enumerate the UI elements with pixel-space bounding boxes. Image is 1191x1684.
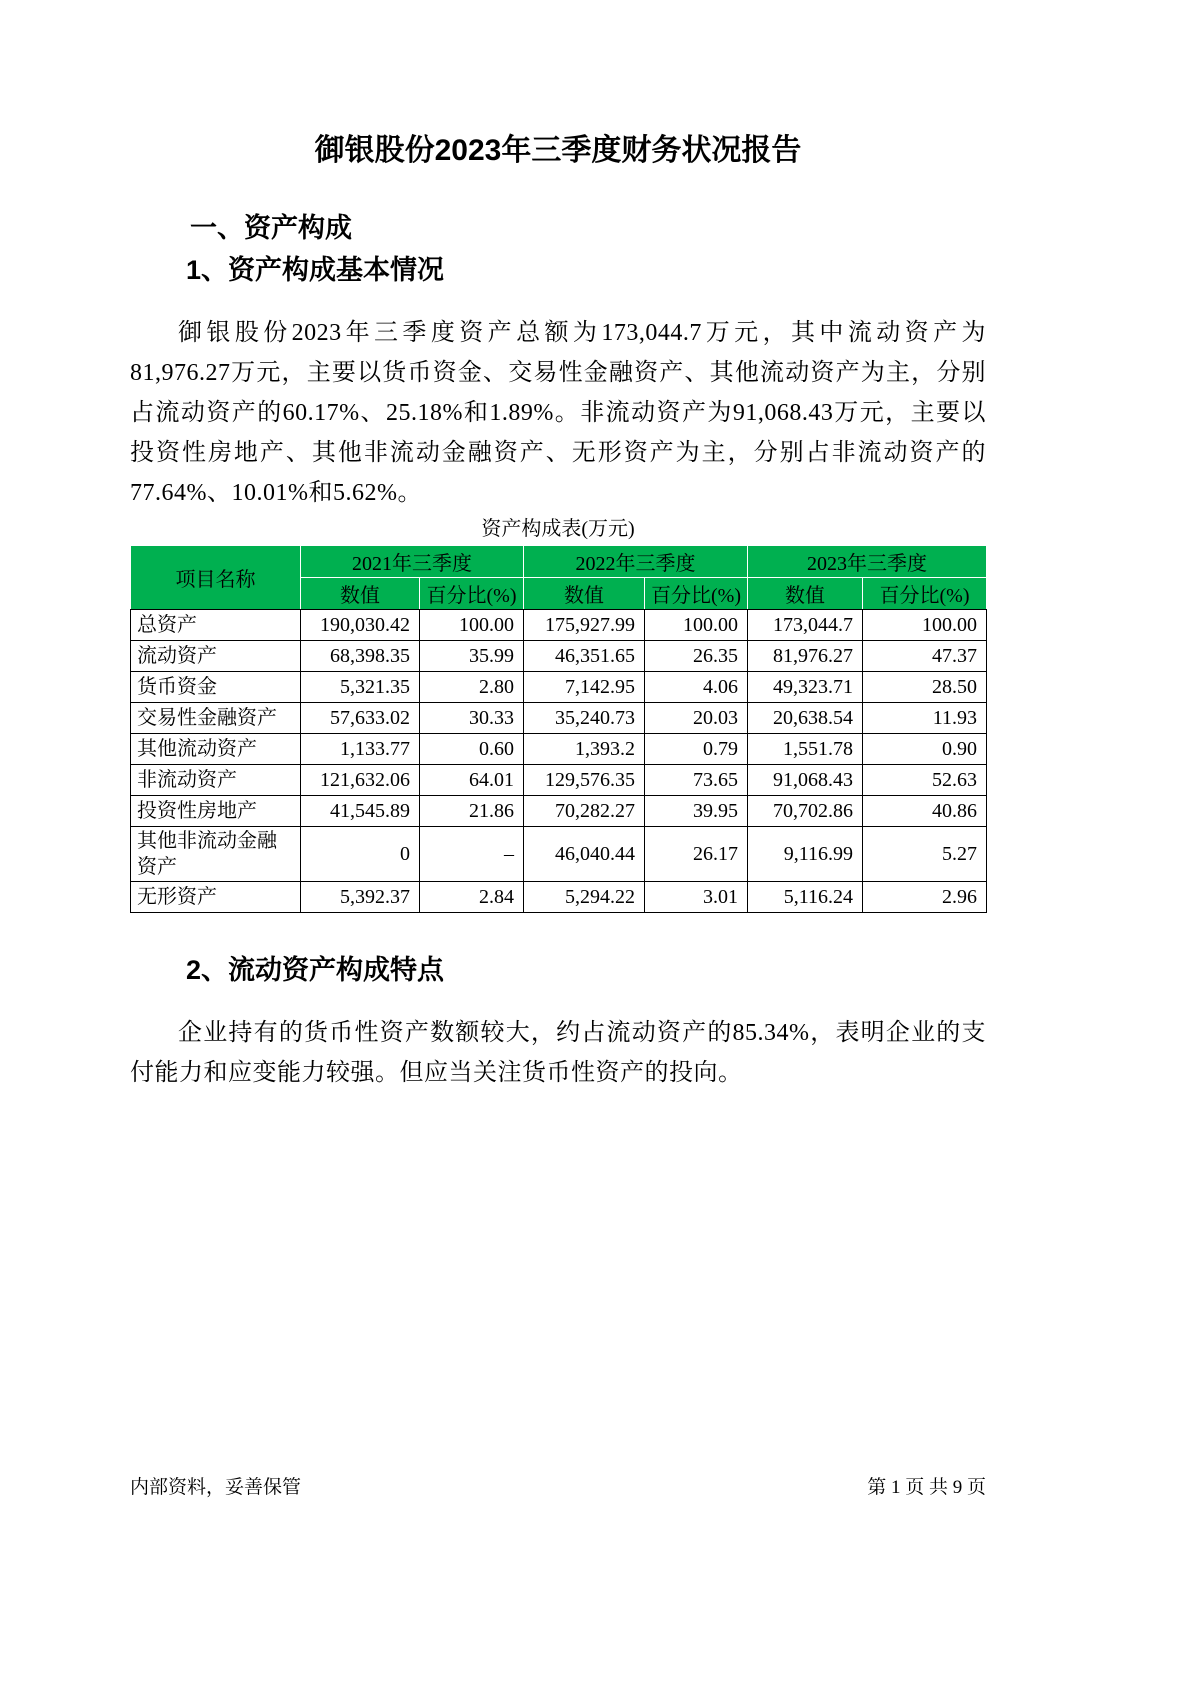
paragraph-asset-overview: 御银股份2023年三季度资产总额为173,044.7万元，其中流动资产为81,976.27万元，主要以货币资金、交易性金融资产、其他流动资产为主，分别占流动资产的60.17%、25.18%和1.89%。非流动资产为91,068.43万元，主要以投资性房地产、其他非流动金融资产、无形资产为主，分别占非流动资产的77.64%、10.01%和5.62%。 [130, 320, 986, 506]
cell-value: 40.86 [863, 796, 987, 827]
cell-value: 129,576.35 [524, 765, 645, 796]
asset-composition-table [130, 545, 987, 913]
cell-value: 5,321.35 [301, 672, 420, 703]
cell-value: 9,116.99 [748, 827, 863, 882]
cell-value: 5,116.24 [748, 882, 863, 913]
cell-value: 0.79 [645, 734, 748, 765]
subheader-value-2022: 数值 [524, 578, 645, 610]
cell-value: 47.37 [863, 641, 987, 672]
subheader-percent-2021: 百分比(%) [420, 578, 524, 610]
paragraph-current-assets-analysis: 企业持有的货币性资产数额较大，约占流动资产的85.34%，表明企业的支付能力和应变能力较强。但应当关注货币性资产的投向。 [130, 1020, 986, 1086]
cell-value: 57,633.02 [301, 703, 420, 734]
cell-value: 11.93 [863, 703, 987, 734]
column-header-item-name: 项目名称 [131, 546, 301, 610]
page-footer [130, 1476, 986, 1500]
table-row-trading-financial-assets [131, 703, 987, 734]
cell-value: 73.65 [645, 765, 748, 796]
column-header-2023: 2023年三季度 [748, 546, 987, 578]
subsection-heading-basic-situation: 1、资产构成基本情况 [186, 255, 445, 285]
cell-value: 21.86 [420, 796, 524, 827]
cell-value: 100.00 [420, 610, 524, 641]
cell-value: 1,393.2 [524, 734, 645, 765]
cell-value: 20.03 [645, 703, 748, 734]
cell-value: 7,142.95 [524, 672, 645, 703]
cell-value: 46,040.44 [524, 827, 645, 882]
column-header-2022: 2022年三季度 [524, 546, 748, 578]
row-label: 投资性房地产 [131, 796, 301, 827]
table-row-intangible-assets [131, 882, 987, 913]
row-label: 其他流动资产 [131, 734, 301, 765]
cell-value: 81,976.27 [748, 641, 863, 672]
cell-value: 70,702.86 [748, 796, 863, 827]
cell-value: 64.01 [420, 765, 524, 796]
cell-value: 121,632.06 [301, 765, 420, 796]
cell-value: 46,351.65 [524, 641, 645, 672]
subheader-percent-2022: 百分比(%) [645, 578, 748, 610]
row-label: 其他非流动金融资产 [131, 827, 301, 882]
cell-value: 1,133.77 [301, 734, 420, 765]
subheader-value-2021: 数值 [301, 578, 420, 610]
cell-value: 68,398.35 [301, 641, 420, 672]
subheader-percent-2023: 百分比(%) [863, 578, 987, 610]
cell-value: 2.80 [420, 672, 524, 703]
cell-value: 173,044.7 [748, 610, 863, 641]
table-caption: 资产构成表(万元) [481, 518, 635, 540]
cell-value: 30.33 [420, 703, 524, 734]
cell-value: 5.27 [863, 827, 987, 882]
cell-value: 28.50 [863, 672, 987, 703]
cell-value: 0.60 [420, 734, 524, 765]
row-label: 交易性金融资产 [131, 703, 301, 734]
table-row-monetary-funds [131, 672, 987, 703]
table-row-other-non-current-financial-assets [131, 827, 987, 882]
cell-value: 20,638.54 [748, 703, 863, 734]
cell-value: – [420, 827, 524, 882]
cell-value: 52.63 [863, 765, 987, 796]
footer-page-number: 第 1 页 共 9 页 [867, 1477, 986, 1498]
cell-value: 100.00 [645, 610, 748, 641]
column-header-2021: 2021年三季度 [301, 546, 524, 578]
cell-value: 175,927.99 [524, 610, 645, 641]
cell-value: 2.96 [863, 882, 987, 913]
row-label: 货币资金 [131, 672, 301, 703]
cell-value: 35.99 [420, 641, 524, 672]
cell-value: 26.35 [645, 641, 748, 672]
cell-value: 39.95 [645, 796, 748, 827]
footer-confidential-note: 内部资料，妥善保管 [130, 1477, 302, 1498]
cell-value: 70,282.27 [524, 796, 645, 827]
row-label: 流动资产 [131, 641, 301, 672]
row-label: 总资产 [131, 610, 301, 641]
cell-value: 190,030.42 [301, 610, 420, 641]
cell-value: 1,551.78 [748, 734, 863, 765]
row-label: 非流动资产 [131, 765, 301, 796]
cell-value: 26.17 [645, 827, 748, 882]
table-header-row-years [131, 546, 987, 578]
subsection-heading-current-assets-features: 2、流动资产构成特点 [186, 955, 445, 985]
cell-value: 3.01 [645, 882, 748, 913]
table-row-non-current-assets [131, 765, 987, 796]
section-heading-asset-composition: 一、资产构成 [190, 213, 352, 243]
cell-value: 0.90 [863, 734, 987, 765]
cell-value: 2.84 [420, 882, 524, 913]
cell-value: 49,323.71 [748, 672, 863, 703]
table-row-current-assets [131, 641, 987, 672]
cell-value: 91,068.43 [748, 765, 863, 796]
cell-value: 100.00 [863, 610, 987, 641]
cell-value: 4.06 [645, 672, 748, 703]
row-label: 无形资产 [131, 882, 301, 913]
table-row-total-assets [131, 610, 987, 641]
page-title: 御银股份2023年三季度财务状况报告 [314, 134, 802, 167]
cell-value: 41,545.89 [301, 796, 420, 827]
cell-value: 5,392.37 [301, 882, 420, 913]
subheader-value-2023: 数值 [748, 578, 863, 610]
cell-value: 5,294.22 [524, 882, 645, 913]
cell-value: 35,240.73 [524, 703, 645, 734]
table-row-other-current-assets [131, 734, 987, 765]
cell-value: 0 [301, 827, 420, 882]
table-row-investment-property [131, 796, 987, 827]
